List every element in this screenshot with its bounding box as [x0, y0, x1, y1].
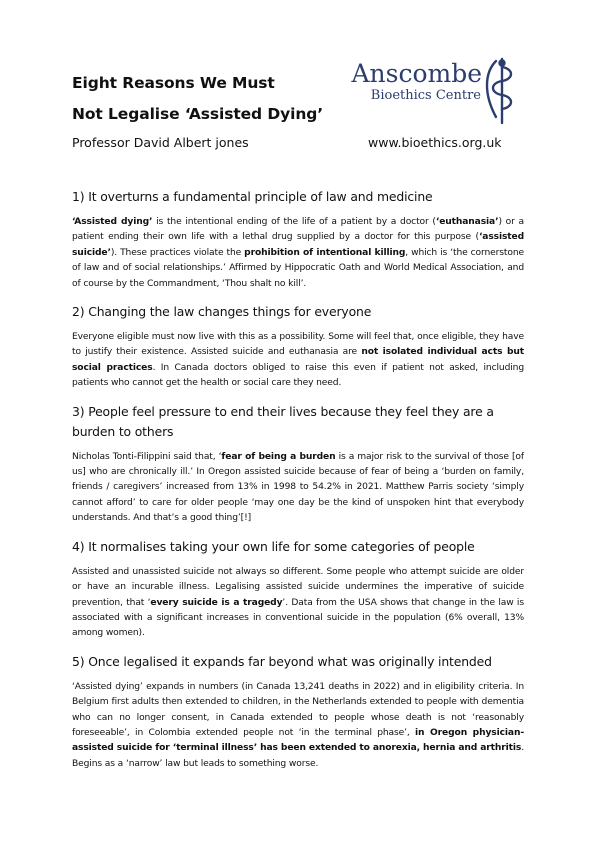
section-body: Assisted and unassisted suicide not always so different. Some people who attempt suicide are older or have an incurable illness. Legalising assisted suicide undermines the imperative of suicide prevention, that ‘every suicide is a tragedy’. Data from the USA shows that change in the law is associated with a significant increases in conventional suicide in the population (6% overall, 13% among women).	[72, 566, 524, 639]
section-3	[72, 402, 524, 527]
centre-logo-text	[322, 60, 482, 104]
section-heading: 2) Changing the law changes things for everyone	[72, 304, 372, 320]
section-heading: 5) Once legalised it expands far beyond what was originally intended	[72, 653, 492, 669]
section-4	[72, 537, 524, 642]
section-heading: 3) People feel pressure to end their lives because they feel they are a burden to others	[72, 403, 494, 439]
section-body: ‘Assisted dying’ expands in numbers (in Canada 13,241 deaths in 2022) and in eligibility criteria. In Belgium first adults then extended to children, in the Netherlands extended to people with dementia who can no longer consent, in Canada extended to people whose death is not ‘reasonably foreseeable’, in Colombia extended people not ‘in the terminal phase’, in Oregon physician-assisted suicide for ‘terminal illness’ has been extended to anorexia, hernia and arthritis. Begins as a ‘narrow’ law but leads to something worse.	[72, 681, 524, 769]
section-2	[72, 302, 524, 392]
section-body: Nicholas Tonti-Filippini said that, ‘fear of being a burden is a major risk to the survival of those [of us] who are chronically ill.’ In Oregon assisted suicide because of fear of being a ‘burden on family, friends / caregivers’ increased from 13% in 1998 to 54.2% in 2021. Matthew Parris society ‘simply cannot afford’ to care for older people ‘may one day be the kind of unspoken hint that everybody understands. And that’s a good thing’[!]	[72, 451, 524, 524]
logo-name: Anscombe	[351, 59, 482, 88]
website-url: www.bioethics.org.uk	[368, 135, 502, 150]
title-line-2: Not Legalise ‘Assisted Dying’	[72, 105, 324, 123]
section-body: ‘Assisted dying’ is the intentional ending of the life of a patient by a doctor (‘euthanasia’) or a patient ending their own life with a lethal drug supplied by a doctor for this purpose (‘assisted suicide’). These practices violate the prohibition of intentional killing, which is ‘the cornerstone of law and of social relationships.’ Affirmed by Hippocratic Oath and World Medical Association, and of course by the Commandment, ‘Thou shalt no kill’.	[72, 217, 525, 289]
emphasis-text: every suicide is a tragedy	[150, 597, 283, 608]
emphasis-text: in Oregon physician-assisted suicide for ‘terminal illness’ has been extended to anorexia, hernia and arthritis	[72, 727, 524, 754]
main-content	[72, 187, 524, 782]
emphasis-text: ‘euthanasia’	[435, 217, 499, 227]
section-body: Everyone eligible must now live with this as a possibility. Some will feel that, once eligible, they have to justify their existence. Assisted suicide and euthanasia are not isolated individual acts but social practices. In Canada doctors obliged to raise this even if patient not asked, including patients who cannot get the health or social care they need.	[72, 332, 524, 389]
emphasis-text: prohibition of intentional killing	[244, 247, 406, 258]
emphasis-text: ‘Assisted dying’	[72, 217, 153, 227]
section-heading: 1) It overturns a fundamental principle of law and medicine	[72, 189, 433, 204]
emphasis-text: not isolated individual acts but social practices	[72, 347, 524, 373]
caduceus-logo-icon	[482, 55, 522, 127]
logo-subtitle: Bioethics Centre	[370, 88, 481, 103]
section-heading: 4) It normalises taking your own life for some categories of people	[72, 538, 475, 554]
emphasis-text: fear of being a burden	[221, 451, 336, 462]
section-1	[72, 187, 524, 292]
section-5	[72, 652, 524, 772]
author-name: Professor David Albert jones	[72, 135, 249, 150]
title-line-1: Eight Reasons We Must	[72, 74, 275, 92]
emphasis-text: ‘assisted suicide’	[72, 232, 524, 258]
